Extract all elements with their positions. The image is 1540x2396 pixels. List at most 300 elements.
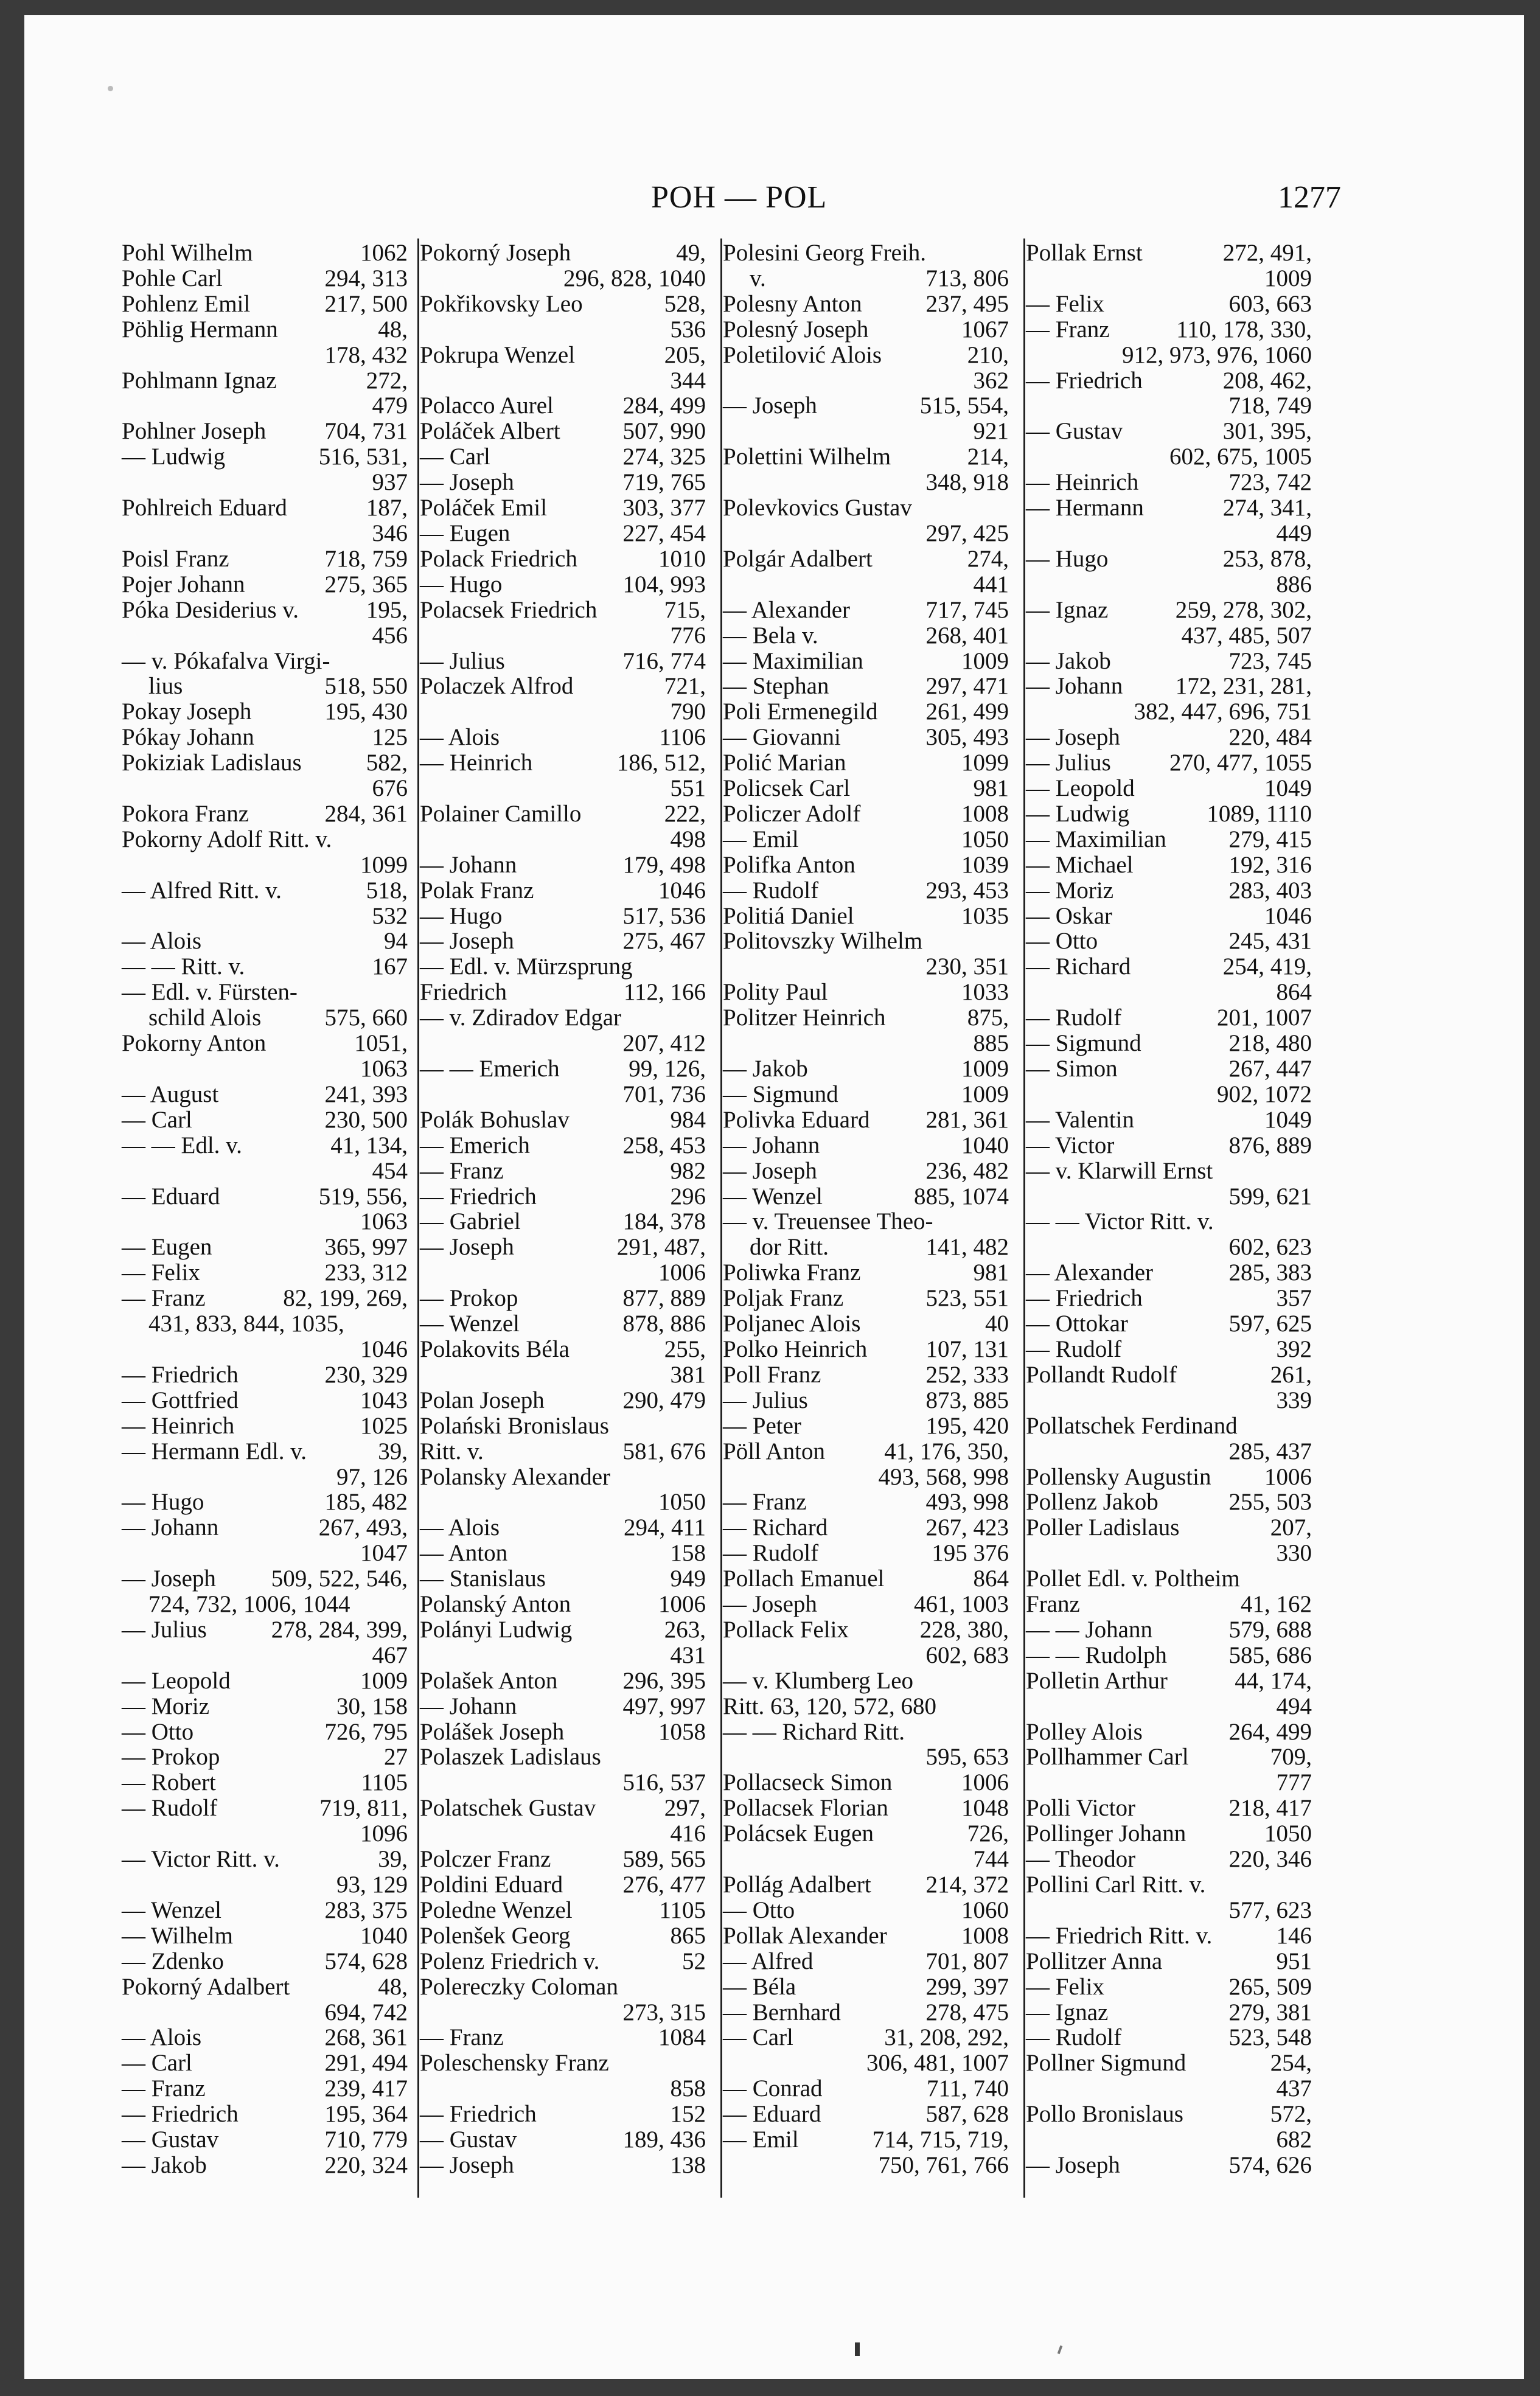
entry-name: — Emil — [723, 2126, 799, 2153]
entry-pages: 220, 484 — [1228, 724, 1312, 751]
index-entry — [1026, 343, 1312, 368]
entry-name: — — Ritt. v. — [122, 953, 245, 980]
index-entry — [420, 1592, 706, 1617]
entry-pages: 713, 806 — [925, 265, 1009, 291]
index-entry — [122, 1668, 408, 1694]
entry-pages: 195, 420 — [925, 1412, 1009, 1439]
entry-pages: 516, 531, — [318, 444, 408, 470]
entry-pages: 949 — [670, 1565, 706, 1592]
entry-pages: 184, 378 — [622, 1208, 706, 1235]
index-entry — [122, 827, 408, 852]
entry-pages: 1051, — [354, 1030, 408, 1057]
index-entry — [723, 1439, 1009, 1464]
entry-name: — Joseph — [420, 469, 514, 496]
entry-name: Polácsek Eugen — [723, 1820, 874, 1847]
entry-name: — Franz — [723, 1489, 807, 1516]
index-entry — [122, 1158, 408, 1184]
index-entry — [1026, 266, 1312, 291]
column-rule — [417, 239, 419, 2198]
entry-pages: 275, 365 — [324, 571, 408, 597]
entry-name: — Alfred Ritt. v. — [122, 877, 282, 904]
entry-name: Pokorny Adolf Ritt. v. — [122, 826, 332, 852]
entry-pages: 94 — [384, 928, 408, 955]
entry-name: Polgár Adalbert — [723, 545, 873, 572]
entry-pages: 1035 — [961, 902, 1009, 929]
entry-name: — Richard — [723, 1514, 828, 1541]
entry-name: — Rudolf — [122, 1795, 218, 1822]
entry-pages: 141, 482 — [925, 1234, 1009, 1261]
index-entry — [420, 1719, 706, 1745]
entry-name: — Gottfried — [122, 1387, 239, 1413]
index-entry — [1026, 1388, 1312, 1413]
entry-name: — Joseph — [723, 392, 817, 419]
entry-pages: 1006 — [961, 1769, 1009, 1796]
entry-name: — Franz — [122, 1285, 206, 1312]
entry-pages: 921 — [973, 418, 1009, 445]
index-entry — [122, 1107, 408, 1133]
entry-pages: 523, 551 — [925, 1285, 1009, 1312]
entry-pages: 40 — [985, 1311, 1009, 1337]
entry-name: Polášek Joseph — [420, 1718, 565, 1745]
index-entry — [420, 1821, 706, 1847]
entry-name: — Franz — [1026, 316, 1110, 343]
index-entry — [122, 1592, 408, 1617]
index-entry — [420, 1413, 706, 1439]
index-entry — [1026, 852, 1312, 878]
index-entry — [420, 2153, 706, 2178]
index-entry — [122, 801, 408, 827]
entry-pages: 877, 889 — [622, 1285, 706, 1312]
entry-name: — Hermann — [1026, 495, 1144, 521]
index-entry — [420, 1362, 706, 1388]
index-entry — [1026, 1872, 1312, 1898]
entry-name: — Wenzel — [420, 1311, 520, 1337]
index-column-3 — [723, 240, 1009, 2178]
entry-name: — Heinrich — [420, 750, 533, 776]
index-entry — [1026, 1082, 1312, 1107]
index-entry — [420, 597, 706, 623]
index-entry — [420, 1439, 706, 1464]
entry-pages: 228, 380, — [919, 1616, 1009, 1643]
index-entry — [723, 1209, 1009, 1235]
entry-pages: 301, 395, — [1222, 418, 1312, 445]
index-entry — [723, 1515, 1009, 1541]
entry-pages: 285, 383 — [1228, 1259, 1312, 1286]
entry-pages: 518, 550 — [324, 673, 408, 700]
entry-pages: 284, 361 — [324, 800, 408, 827]
entry-pages: 1047 — [360, 1540, 408, 1567]
entry-name: — Prokop — [420, 1285, 518, 1312]
index-entry — [420, 572, 706, 597]
entry-name: — Victor Ritt. v. — [122, 1846, 280, 1873]
entry-pages: 1050 — [961, 826, 1009, 852]
entry-name: — — Richard Ritt. — [723, 1718, 905, 1745]
index-entry — [723, 444, 1009, 470]
entry-pages: 1009 — [1264, 265, 1312, 291]
entry-name: — Rudolf — [1026, 2024, 1122, 2051]
entry-name: — v. Treuensee Theo- — [723, 1208, 933, 1235]
entry-name: Pokiziak Ladislaus — [122, 750, 302, 776]
index-entry — [420, 674, 706, 699]
entry-pages: 207, 412 — [622, 1030, 706, 1057]
index-entry — [1026, 1133, 1312, 1158]
entry-name: — — Victor Ritt. v. — [1026, 1208, 1214, 1235]
entry-name: — Johann — [420, 851, 517, 878]
index-entry — [723, 1031, 1009, 1056]
page-number: 1277 — [1278, 180, 1341, 215]
entry-name: Pöll Anton — [723, 1438, 825, 1464]
index-entry — [122, 1005, 408, 1031]
entry-pages: 306, 481, 1007 — [866, 2050, 1009, 2077]
index-entry — [1026, 1158, 1312, 1184]
entry-pages: 876, 889 — [1228, 1132, 1312, 1158]
index-entry — [1026, 623, 1312, 649]
entry-name: Pollet Edl. v. Poltheim — [1026, 1565, 1240, 1592]
entry-pages: 255, 503 — [1228, 1489, 1312, 1516]
entry-name: — Friedrich — [420, 1183, 537, 1210]
index-entry — [1026, 1209, 1312, 1235]
entry-pages: 208, 462, — [1222, 367, 1312, 394]
index-entry — [420, 240, 706, 266]
index-entry — [723, 1464, 1009, 1490]
entry-name: Pollacsek Florian — [723, 1795, 888, 1822]
index-entry — [1026, 1515, 1312, 1541]
entry-pages: 296, 395 — [622, 1667, 706, 1694]
entry-name: Polli Victor — [1026, 1795, 1136, 1822]
index-entry — [723, 904, 1009, 929]
index-entry — [723, 1311, 1009, 1337]
entry-name: — Felix — [1026, 1973, 1104, 2000]
entry-name: Polletin Arthur — [1026, 1667, 1168, 1694]
index-entry — [723, 317, 1009, 343]
entry-pages: 602, 683 — [925, 1642, 1009, 1668]
index-entry — [1026, 1770, 1312, 1795]
entry-pages: 283, 375 — [324, 1896, 408, 1923]
entry-pages: 178, 432 — [324, 341, 408, 368]
entry-name: — Emerich — [420, 1132, 530, 1158]
index-entry — [723, 623, 1009, 649]
entry-pages: 682 — [1276, 2126, 1312, 2153]
entry-name: — Alois — [122, 928, 202, 955]
entry-pages: 267, 493, — [318, 1514, 408, 1541]
entry-pages: 267, 423 — [925, 1514, 1009, 1541]
entry-pages: 275, 467 — [622, 928, 706, 955]
entry-name: Polesný Joseph — [723, 316, 869, 343]
entry-name: Pollitzer Anna — [1026, 1948, 1163, 1974]
entry-name: — Gustav — [1026, 418, 1123, 445]
entry-pages: 1040 — [961, 1132, 1009, 1158]
index-entry — [122, 674, 408, 699]
index-entry — [420, 801, 706, 827]
index-entry — [122, 1388, 408, 1413]
entry-name: — v. Zdiradov Edgar — [420, 1005, 622, 1031]
index-entry — [1026, 2076, 1312, 2102]
index-entry — [420, 1286, 706, 1311]
entry-name: — Alois — [420, 724, 500, 751]
entry-name: — Carl — [723, 2024, 793, 2051]
index-entry — [1026, 1847, 1312, 1872]
entry-pages: 259, 278, 302, — [1175, 596, 1312, 623]
entry-name: — Carl — [122, 2050, 192, 2077]
index-entry — [723, 1872, 1009, 1898]
entry-pages: 276, 477 — [622, 1872, 706, 1898]
entry-name: — Wenzel — [122, 1896, 221, 1923]
index-entry — [420, 776, 706, 801]
entry-name: — Wilhelm — [122, 1922, 233, 1949]
entry-pages: 718, 749 — [1228, 392, 1312, 419]
index-entry — [1026, 2127, 1312, 2153]
entry-name: Pollak Alexander — [723, 1922, 887, 1949]
entry-name: — Ottokar — [1026, 1311, 1128, 1337]
index-entry — [122, 980, 408, 1005]
index-entry — [723, 954, 1009, 980]
entry-pages: 195, — [366, 596, 408, 623]
entry-name: — v. Klarwill Ernst — [1026, 1157, 1213, 1184]
entry-name: — Eugen — [122, 1234, 212, 1261]
entry-pages: 721, — [664, 673, 706, 700]
entry-name: Poláček Emil — [420, 495, 548, 521]
entry-name: Poljak Franz — [723, 1285, 844, 1312]
index-entry — [723, 1744, 1009, 1770]
entry-pages: 1043 — [360, 1387, 408, 1413]
index-entry — [1026, 470, 1312, 495]
index-entry — [122, 597, 408, 623]
index-entry — [122, 572, 408, 597]
entry-pages: 27 — [384, 1744, 408, 1771]
entry-pages: 265, 509 — [1228, 1973, 1312, 2000]
index-entry — [1026, 597, 1312, 623]
entry-name: — Robert — [122, 1769, 216, 1796]
entry-pages: 461, 1003 — [914, 1591, 1009, 1618]
entry-pages: 272, — [366, 367, 408, 394]
index-entry — [723, 597, 1009, 623]
entry-name: — Leopold — [1026, 775, 1135, 802]
index-entry — [1026, 240, 1312, 266]
entry-name: Pokrupa Wenzel — [420, 341, 575, 368]
entry-name: — Hugo — [420, 902, 503, 929]
entry-pages: 437, 485, 507 — [1181, 622, 1312, 649]
entry-name: Ritt. 63, 120, 572, 680 — [723, 1693, 937, 1719]
index-entry — [420, 1566, 706, 1592]
entry-pages: 726, — [967, 1820, 1009, 1847]
entry-name: — Joseph — [122, 1565, 216, 1592]
index-entry — [122, 649, 408, 674]
index-entry — [122, 393, 408, 419]
entry-pages: 41, 176, 350, — [884, 1438, 1009, 1464]
entry-pages: 214, — [967, 444, 1009, 470]
entry-pages: 291, 487, — [616, 1234, 706, 1261]
index-entry — [723, 1082, 1009, 1107]
entry-pages: 589, 565 — [622, 1846, 706, 1873]
index-column-1 — [122, 240, 408, 2178]
entry-name: — Sigmund — [1026, 1030, 1141, 1057]
entry-name: Politiá Daniel — [723, 902, 854, 929]
entry-pages: 255, — [664, 1336, 706, 1362]
entry-name: — Rudolf — [723, 1540, 819, 1567]
entry-pages: 268, 401 — [925, 622, 1009, 649]
entry-name: Pöhlig Hermann — [122, 316, 278, 343]
index-entry — [420, 1158, 706, 1184]
entry-pages: 261, 499 — [925, 698, 1009, 725]
index-entry — [122, 343, 408, 368]
entry-pages: 218, 480 — [1228, 1030, 1312, 1057]
entry-name: — Prokop — [122, 1744, 220, 1771]
index-entry — [1026, 801, 1312, 827]
index-entry — [122, 1439, 408, 1464]
index-entry — [122, 1923, 408, 1949]
entry-pages: 1025 — [360, 1412, 408, 1439]
entry-name: Pollach Emanuel — [723, 1565, 885, 1592]
index-entry — [420, 1184, 706, 1210]
index-entry — [1026, 572, 1312, 597]
entry-name: — Valentin — [1026, 1106, 1135, 1133]
entry-name: Polansky Alexander — [420, 1463, 611, 1490]
index-entry — [420, 1005, 706, 1031]
index-entry — [420, 1643, 706, 1668]
entry-pages: 112, 166 — [623, 979, 706, 1006]
index-entry — [1026, 1260, 1312, 1286]
entry-pages: 217, 500 — [324, 290, 408, 317]
entry-name: — Hugo — [420, 571, 503, 597]
index-entry — [420, 368, 706, 394]
entry-name: — Béla — [723, 1973, 796, 2000]
entry-name: Polaczek Alfrod — [420, 673, 574, 700]
entry-pages: 220, 346 — [1228, 1846, 1312, 1873]
entry-pages: 1062 — [360, 240, 408, 266]
column-rule — [720, 239, 722, 2198]
index-entry — [723, 1005, 1009, 1031]
index-entry — [420, 521, 706, 546]
index-entry — [1026, 1566, 1312, 1592]
entry-pages: 1084 — [658, 2024, 706, 2051]
entry-pages: 602, 675, 1005 — [1169, 444, 1312, 470]
index-entry — [122, 368, 408, 394]
entry-pages: 146 — [1276, 1922, 1312, 1949]
entry-name: Poliwka Franz — [723, 1259, 861, 1286]
index-entry — [122, 1821, 408, 1847]
entry-pages: 467 — [372, 1642, 408, 1668]
entry-pages: 701, 807 — [925, 1948, 1009, 1974]
entry-pages: 348, 918 — [925, 469, 1009, 496]
entry-name: Pohlreich Eduard — [122, 495, 287, 521]
entry-name: — Alois — [122, 2024, 202, 2051]
entry-pages: 441 — [973, 571, 1009, 597]
entry-pages: 982 — [670, 1157, 706, 1184]
entry-pages: 431 — [670, 1642, 706, 1668]
index-entry — [420, 546, 706, 572]
index-entry — [1026, 1719, 1312, 1745]
entry-pages: 30, 158 — [336, 1693, 408, 1719]
index-entry — [122, 1133, 408, 1158]
entry-name: — Friedrich — [122, 2101, 239, 2128]
entry-pages: 303, 377 — [622, 495, 706, 521]
entry-name: — Leopold — [122, 1667, 231, 1694]
entry-pages: 878, 886 — [622, 1311, 706, 1337]
entry-name: — Heinrich — [122, 1412, 235, 1439]
index-entry — [723, 1668, 1009, 1694]
index-entry — [723, 266, 1009, 291]
index-entry — [723, 1898, 1009, 1923]
entry-pages: 777 — [1276, 1769, 1312, 1796]
index-entry — [723, 649, 1009, 674]
entry-name: Pollatschek Ferdinand — [1026, 1412, 1238, 1439]
entry-pages: 493, 998 — [925, 1489, 1009, 1516]
entry-pages: 285, 437 — [1228, 1438, 1312, 1464]
entry-pages: 205, — [664, 341, 706, 368]
entry-pages: 599, 621 — [1228, 1183, 1312, 1210]
entry-pages: 694, 742 — [324, 1999, 408, 2025]
index-entry — [723, 1260, 1009, 1286]
entry-name: — Gustav — [420, 2126, 517, 2153]
index-entry — [420, 266, 706, 291]
index-entry — [1026, 1795, 1312, 1821]
entry-name: Pokřikovsky Leo — [420, 290, 583, 317]
entry-name: — Johann — [420, 1693, 517, 1719]
index-entry — [122, 699, 408, 725]
index-entry — [1026, 317, 1312, 343]
entry-pages: 330 — [1276, 1540, 1312, 1567]
entry-pages: 218, 417 — [1228, 1795, 1312, 1822]
index-entry — [1026, 1005, 1312, 1031]
index-entry — [122, 240, 408, 266]
entry-pages: 207, — [1270, 1514, 1312, 1541]
entry-name: — Victor — [1026, 1132, 1115, 1158]
entry-name: Polesny Anton — [723, 290, 862, 317]
index-entry — [122, 521, 408, 546]
index-entry — [723, 1643, 1009, 1668]
entry-name: Polakovits Béla — [420, 1336, 570, 1362]
index-entry — [122, 1031, 408, 1056]
index-entry — [723, 801, 1009, 827]
entry-pages: 1039 — [961, 851, 1009, 878]
entry-pages: 776 — [670, 622, 706, 649]
entry-name: — Giovanni — [723, 724, 841, 751]
index-entry — [420, 1872, 706, 1898]
index-entry — [723, 1719, 1009, 1745]
index-entry — [1026, 878, 1312, 904]
index-entry — [420, 954, 706, 980]
entry-pages: 1050 — [1264, 1820, 1312, 1847]
entry-pages: 1063 — [360, 1056, 408, 1082]
entry-pages: 864 — [1276, 979, 1312, 1006]
entry-name: Polettini Wilhelm — [723, 444, 891, 470]
index-entry — [420, 291, 706, 317]
entry-pages: 1099 — [961, 750, 1009, 776]
entry-name: — Joseph — [1026, 724, 1120, 751]
entry-pages: 1008 — [961, 1922, 1009, 1949]
entry-name: — Friedrich — [122, 1361, 239, 1388]
entry-name: Polacco Aurel — [420, 392, 554, 419]
index-entry — [420, 2127, 706, 2153]
entry-pages: 574, 628 — [324, 1948, 408, 1974]
entry-pages: 357 — [1276, 1285, 1312, 1312]
entry-name: Póka Desiderius v. — [122, 596, 299, 623]
entry-name: Poledne Wenzel — [420, 1896, 573, 1923]
entry-name: Polczer Franz — [420, 1846, 551, 1873]
entry-pages: 49, — [676, 240, 706, 266]
entry-name: Policzer Adolf — [723, 800, 861, 827]
entry-name: — Alfred — [723, 1948, 814, 1974]
entry-pages: 279, 415 — [1228, 826, 1312, 852]
entry-pages: 902, 1072 — [1217, 1081, 1312, 1107]
index-entry — [122, 1489, 408, 1515]
index-entry — [723, 1592, 1009, 1617]
entry-pages: 48, — [378, 316, 408, 343]
index-entry — [723, 2025, 1009, 2050]
entry-name: Pollner Sigmund — [1026, 2050, 1186, 2077]
entry-pages: 575, 660 — [324, 1005, 408, 1031]
entry-pages: 97, 126 — [336, 1463, 408, 1490]
